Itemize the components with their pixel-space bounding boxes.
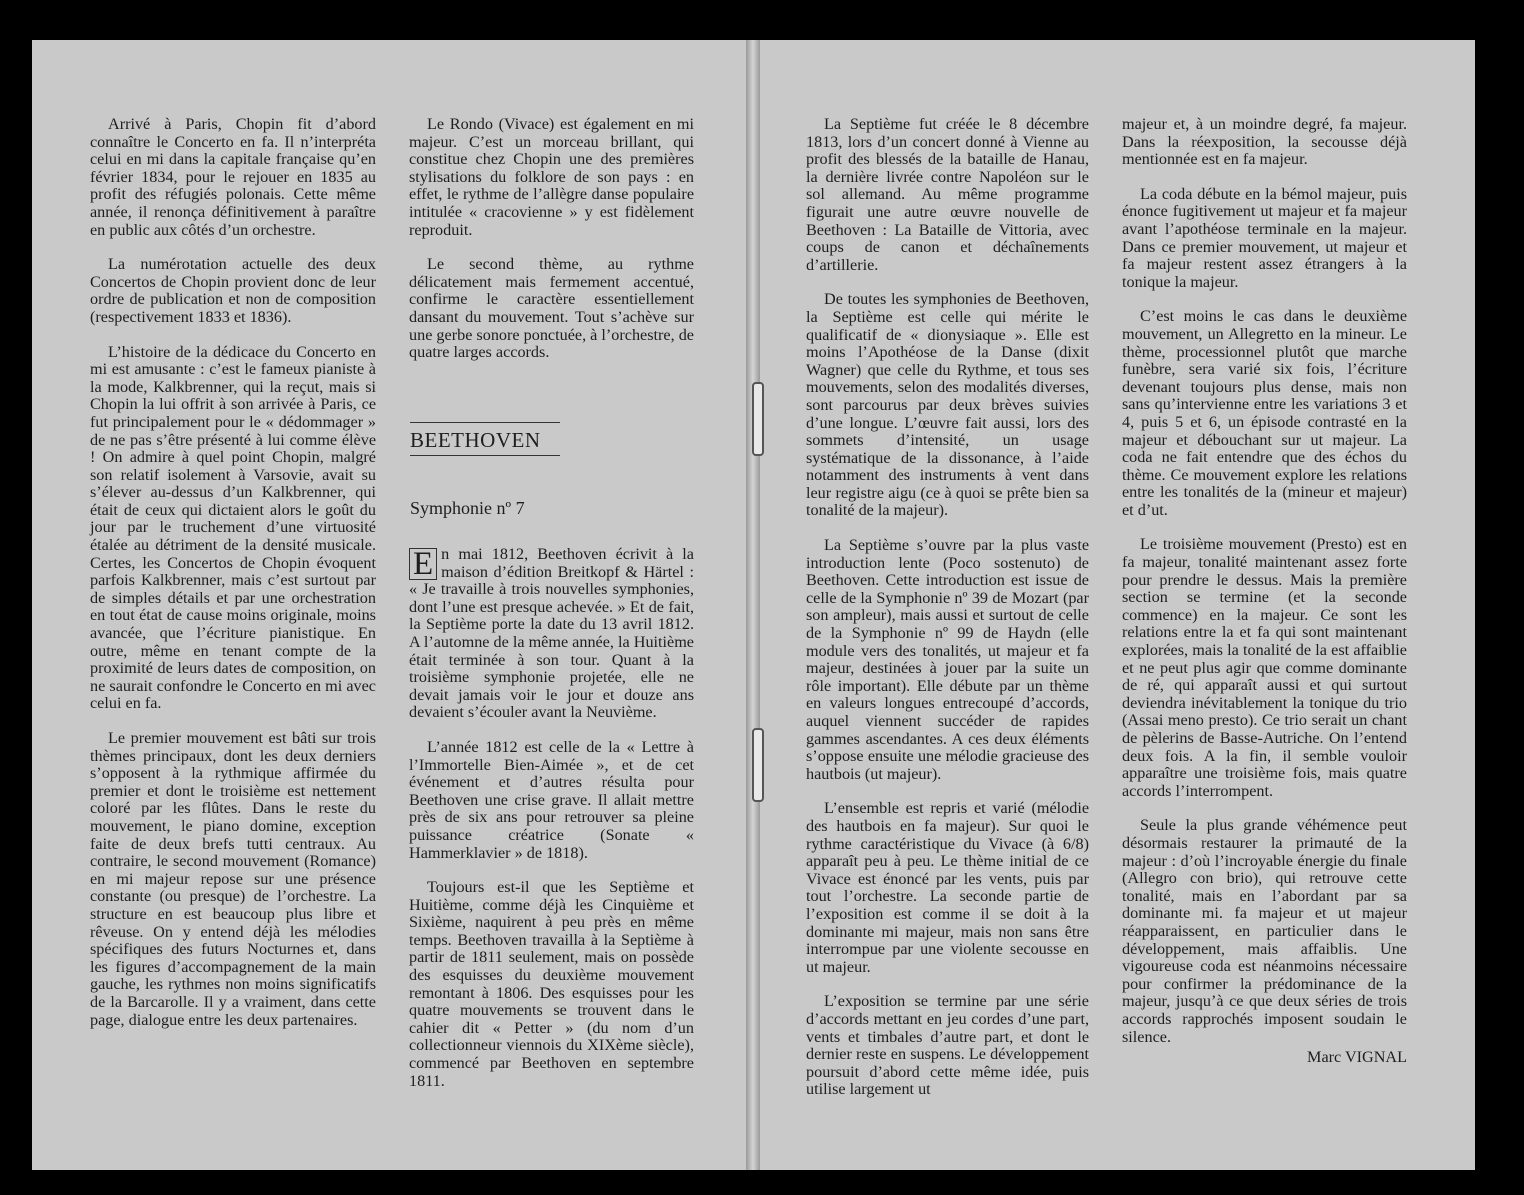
paragraph: C’est moins le cas dans le deuxième mouvement, un Allegretto en la mineur. Le thème, processionnel plutôt que marche funèbre, sera varié six fois, l’écriture devenant toujours plus dense, mais non sans qu’intervienne entre les variations 3 et 4, puis 5 et 6, un épisode contrasté en la majeur et débouchant sur ut majeur. La coda ne fait entendre que des échos du thème. Ce mouvement explore les relations entre les tonalités de la (mineur et majeur) et d’ut. xyxy=(1122,307,1407,519)
paragraph: Le premier mouvement est bâti sur trois thèmes principaux, dont les deux derniers s’opposent à la rythmique affirmée du premier et dont le troisième est nettement coloré par les flûtes. Dans le reste du mouvement, le piano domine, exception faite de deux brefs tutti centraux. Au contraire, le second mouvement (Romance) en mi majeur repose sur une présence constante (ou presque) de l’orchestre. La structure en est beaucoup plus libre et rêveuse. On y entend déjà les mélodies spécifiques des futurs Nocturnes et, dans les figures d’accompagnement de la main gauche, les rythmes non moins significatifs de la Barcarolle. Il y a vraiment, dans cette page, dialogue entre les deux partenaires. xyxy=(90,729,376,1029)
paragraph: La coda débute en la bémol majeur, puis énonce fugitivement ut majeur et fa majeur avant l’apothéose terminale en la majeur. Dans ce premier mouvement, ut majeur et fa majeur restent assez étrangers à la tonique la majeur. xyxy=(1122,184,1407,291)
paragraph: L’histoire de la dédicace du Concerto en mi est amusante : c’est le fameux pianiste à la mode, Kalkbrenner, qui la reçut, mais si Chopin la lui offrit à son arrivée à Paris, ce fut principalement pour le « dédommager » de ne pas s’être présenté à lui comme élève ! On admire à quel point Chopin, malgré son relatif isolement à Varsovie, avait su s’élever au-dessus d’un Kalkbrenner, qui était de ceux qui dictaient alors le goût du jour par le truchement d’une virtuosité étalée au détriment de la densité musicale. Certes, les Concertos de Chopin évoquent parfois Kalkbrenner, mais c’est surtout par de simples détails et par une orchestration en tout état de cause moins originale, moins avancée, que l’écriture pianistique. En outre, même en tenant compte de la proximité de leurs dates de composition, on ne saurait confondre le Concerto en mi avec celui en fa. xyxy=(90,342,376,713)
paragraph: La Septième fut créée le 8 décembre 1813, lors d’un concert donné à Vienne au profit des blessés de la bataille de Hanau, la dernière livrée contre Napoléon sur le sol allemand. Au même programme figurait une autre œuvre nouvelle de Beethoven : La Bataille de Vittoria, avec coups de canon et déchaînements d’artillerie. xyxy=(806,115,1089,274)
left-column-2-top xyxy=(409,116,694,379)
left-column-2-bottom xyxy=(409,546,694,1107)
book-gutter xyxy=(746,40,760,1170)
paragraph: Le troisième mouvement (Presto) est en fa majeur, tonalité maintenant assez forte pour prendre le dessus. Mais la première section se termine (et la seconde commence) en la majeur. Ce sont les relations entre la et fa qui sont maintenant explorées, mais la tonalité de la est affaiblie et ne peut plus agir que comme dominante de ré, qui apparaît aussi et qui surtout deviendra inévitablement la tonique du trio (Assai meno presto). Ce trio serait un chant de pèlerins de Basse-Autriche. On l’entend deux fois. A la fin, il semble vouloir apparaître une troisième fois, mais quatre accords l’interrompent. xyxy=(1122,535,1407,800)
work-title: Symphonie nº 7 xyxy=(410,498,525,518)
paragraph xyxy=(409,546,694,722)
right-column-1 xyxy=(806,116,1089,1116)
paragraph: Arrivé à Paris, Chopin fit d’abord connaître le Concerto en fa. Il n’interpréta celui en mi dans la capitale française qu’en février 1834, pour le rejouer en 1835 au profit des réfugiés polonais. Cette même année, il renonça définitivement à paraître en public aux côtés d’un orchestre. xyxy=(90,115,376,239)
staple-bottom xyxy=(752,728,764,802)
paragraph: Toujours est-il que les Septième et Huitième, comme déjà les Cinquième et Sixième, naquirent à peu près en même temps. Beethoven travailla à la Septième à partir de 1811 seulement, mais on possède des esquisses du deuxième mouvement remontant à 1806. Des esquisses pour les quatre mouvements se trouvent dans le cahier dit « Petter » (du nom d’un collectionneur viennois du XIXème siècle), commencé par Beethoven en septembre 1811. xyxy=(409,878,694,1090)
right-column-2 xyxy=(1122,116,1407,1084)
author-signature: Marc VIGNAL xyxy=(1307,1048,1407,1067)
paragraph-text: n mai 1812, Beethoven écrivit à la maison d’édition Breitkopf & Härtel : « Je travaille à trois nouvelles symphonies, dont l’une est presque achevée. » Et de fait, la Septième porte la date du 13 avril 1812. A l’automne de la même année, la Huitième était terminée à son tour. Quant à la troisième symphonie projetée, elle ne devait jamais voir le jour et douze ans devaient s’écouler avant la Neuvième. xyxy=(409,545,694,722)
paragraph: L’exposition se termine par une série d’accords mettant en jeu cordes d’une part, vents et timbales d’autre part, et dont le dernier reste en suspens. Le développement poursuit d’abord cette même idée, puis utilise largement ut xyxy=(806,992,1089,1099)
paragraph: De toutes les symphonies de Beethoven, la Septième est celle qui mérite le qualificatif de « dionysiaque ». Elle est moins l’Apothéose de la Danse (dixit Wagner) que celle du Rythme, et tous ses mouvements, selon des modalités diverses, sont parcourus par deux brèves suivies d’une longue. L’œuvre fait aussi, lors des sommets d’intensité, un usage systématique de la dissonance, à l’aide notamment des instruments à vent dans leur registre aigu (ce à quoi se prête bien sa tonalité de la majeur). xyxy=(806,290,1089,520)
drop-cap: E xyxy=(409,548,437,580)
paragraph: La Septième s’ouvre par la plus vaste introduction lente (Poco sostenuto) de Beethoven. Cette introduction est issue de celle de la Symphonie nº 39 de Mozart (par son ampleur), mais aussi et surtout de celle de la Symphonie nº 99 de Haydn (elle module vers des tonalités, ut majeur et fa majeur, destinées à jouer par la suite un rôle important). Elle débute par un thème en valeurs longues entrecoupé d’accords, auquel viennent succéder de rapides gammes ascendantes. A ces deux éléments s’oppose ensuite une mélodie gracieuse des hautbois (ut majeur). xyxy=(806,536,1089,783)
paragraph: Le Rondo (Vivace) est également en mi majeur. C’est un morceau brillant, qui constitue chez Chopin une des premières stylisations du folklore de son pays : en effet, le rythme de l’allègre danse populaire intitulée « cracovienne » y est fidèlement reproduit. xyxy=(409,115,694,239)
paragraph: Seule la plus grande véhémence peut désormais restaurer la primauté de la majeur : d’où l’incroyable énergie du finale (Allegro con brio), qui retrouve cette tonalité, mais en l’abordant par sa dominante mi. fa majeur et ut majeur réapparaissent, en particulier dans le développement, mais affaiblis. Une vigoureuse coda est néanmoins nécessaire pour confirmer la prédominance de la majeur, jusqu’à ce que deux séries de trois accords rapprochés imposent soudain le silence. xyxy=(1122,816,1407,1046)
left-column-1 xyxy=(90,116,376,1046)
staple-top xyxy=(752,382,764,456)
paragraph: majeur et, à un moindre degré, fa majeur. Dans la réexposition, la secousse déjà mentionnée est en fa majeur. xyxy=(1122,115,1407,169)
paragraph: L’année 1812 est celle de la « Lettre à l’Immortelle Bien-Aimée », et de cet événement et d’autres résulta pour Beethoven une crise grave. Il allait mettre près de six ans pour retrouver sa pleine puissance créatrice (Sonate « Hammerklavier » de 1818). xyxy=(409,737,694,862)
paragraph: La numérotation actuelle des deux Concertos de Chopin provient donc de leur ordre de publication et non de composition (respectivement 1833 et 1836). xyxy=(90,255,376,326)
paragraph: L’ensemble est repris et varié (mélodie des hautbois en fa majeur). Sur quoi le rythme caractéristique du Vivace (à 6/8) apparaît peu à peu. Le thème initial de ce Vivace est énoncé par les vents, puis par tout l’orchestre. La seconde partie de l’exposition est comme il se doit à la dominante mi majeur, mais non sans être interrompue par une violente secousse en ut majeur. xyxy=(806,799,1089,976)
paragraph: Le second thème, au rythme délicatement mais fermement accentué, confirme le caractère essentiellement dansant du mouvement. Tout s’achève sur une gerbe sonore ponctuée, à l’orchestre, de quatre larges accords. xyxy=(409,255,694,362)
composer-heading: BEETHOVEN xyxy=(410,422,560,456)
